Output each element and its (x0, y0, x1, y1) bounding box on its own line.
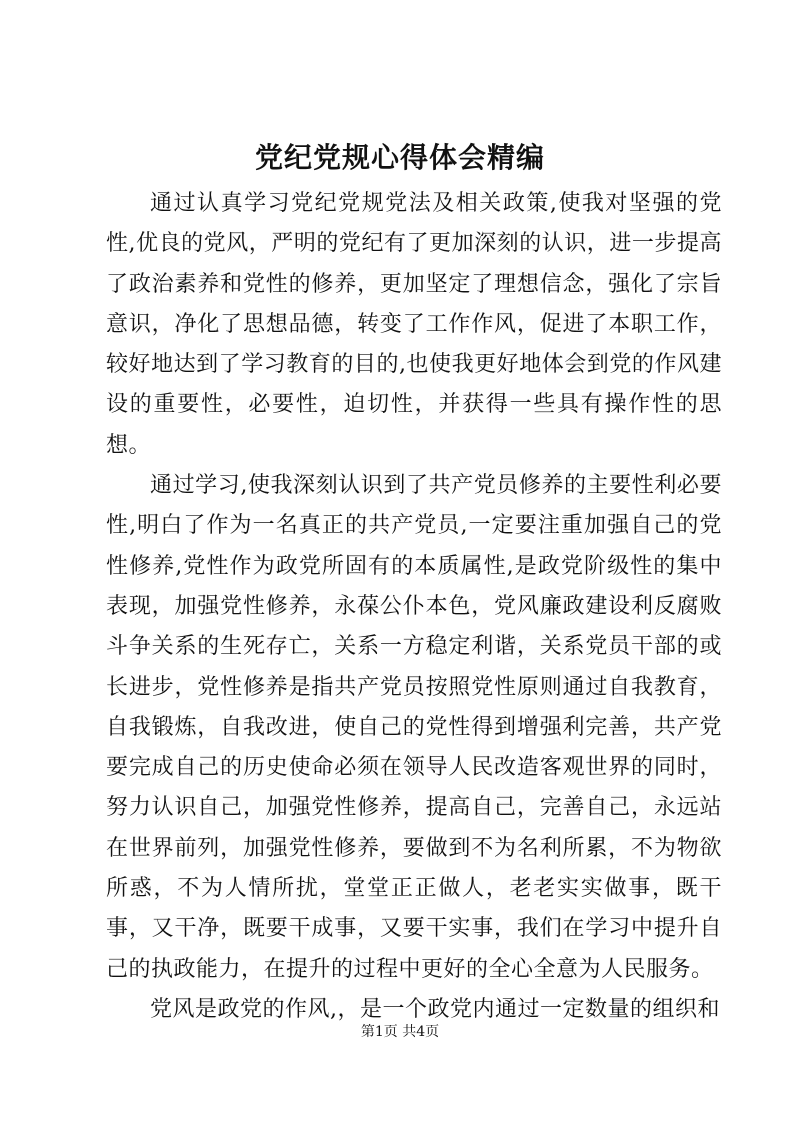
paragraph-3: 党风是政党的作风,，是一个政党内通过一定数量的组织和 (150, 996, 720, 1022)
paragraph-2: 通过学习,使我深刻认识到了共产党员修养的主要性利必要性,明白了作为一名真正的共产党员,一定要注重加强自己的党性修养,党性作为政党所固有的本质属性,是政党阶级性的集中表现，加强党性修养，永葆公仆本色，党风廉政建设利反腐败斗争关系的生死存亡，关系一方稳定利谐，关系党员干部的或长进步，党性修养是指共产党员按照党性原则通过自我教育，自我锻炼，自我改进，使自己的党性得到增强利完善，共产党要完成自己的历史使命必须在领导人民改造客观世界的同时，努力认识自己，加强党性修养，提高自己，完善自己，永远站在世界前列，加强党性修养，要做到不为名利所累，不为物欲所惑，不为人情所扰，堂堂正正做人，老老实实做事，既干事，又干净，既要干成事，又要干实事，我们在学习中提升自己的执政能力，在提升的过程中更好的全心全意为人民服务。 (106, 473, 722, 982)
paragraph-1: 通过认真学习党纪党规党法及相关政策,使我对坚强的党性,优良的党风，严明的党纪有了更加深刻的认识，进一步提高了政治素养和党性的修养，更加坚定了理想信念，强化了宗旨意识，净化了思想品德，转变了工作作风，促进了本职工作，较好地达到了学习教育的目的,也使我更好地体会到党的作风建设的重要性，必要性，迫切性，并获得一些具有操作性的思想。 (106, 191, 722, 458)
document-title: 党纪党规心得体会精编 (254, 141, 545, 174)
page-number-footer: 第1页 共4页 (360, 1024, 440, 1040)
document-body (106, 184, 722, 1030)
